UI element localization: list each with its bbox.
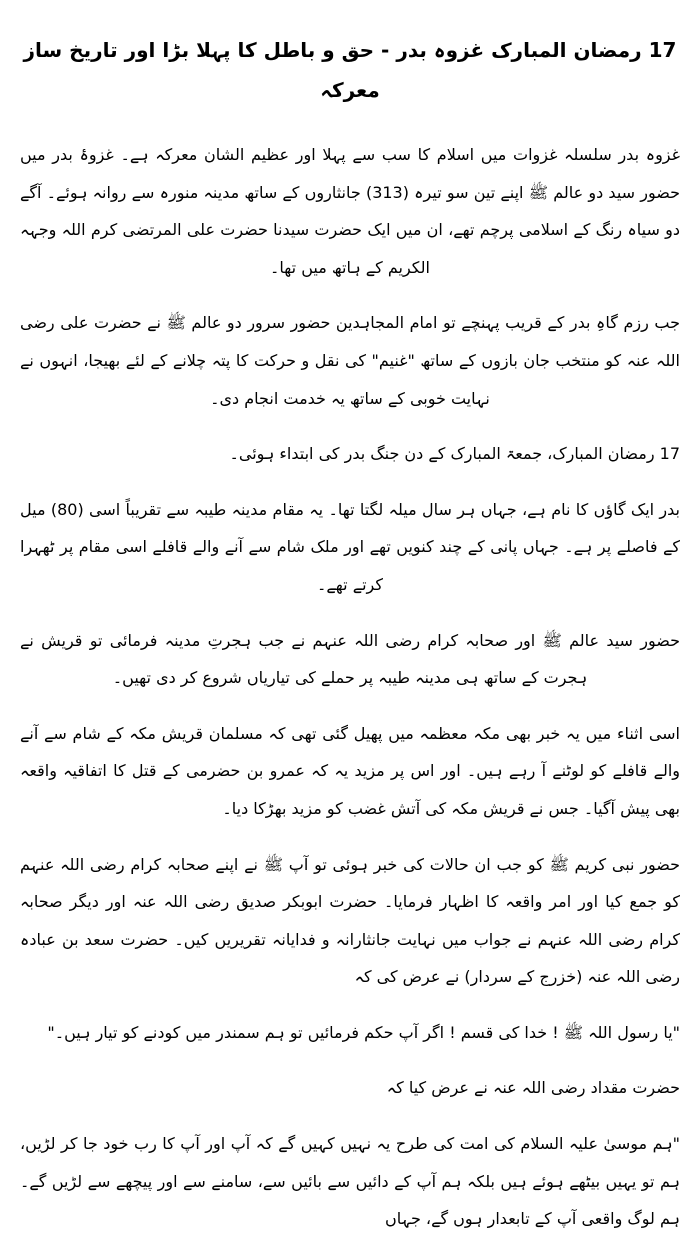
quote-miqdad: "ہم موسیٰ علیہ السلام کی امت کی طرح یہ نہیں کہیں گے کہ آپ اور آپ کا رب خود جا کر لڑیں، ہم تو یہیں بیٹھے ہوئے ہیں بلکہ ہم آپ کے دائیں سے بائیں سے، سامنے سے اور پیچھے سے لڑیں گے۔ ہم لوگ واقعی آپ کے تابعدار ہوں گے، جہاں	[20, 1134, 680, 1229]
document-title: 17 رمضان المبارک غزوہ بدر - حق و باطل کا پہلا بڑا اور تاریخ ساز معرکہ	[23, 38, 677, 102]
para-badr-village: بدر ایک گاؤں کا نام ہے، جہاں ہر سال میلہ لگتا تھا۔ یہ مقام مدینہ طیبہ سے تقریباً اسی (80) میل کے فاصلے پر ہے۔ جہاں پانی کے چند کنویں تھے اور ملک شام سے آنے والے قافلے اسی مقام پر ٹھہرا کرتے تھے۔	[20, 499, 681, 594]
para-hijrah-quraysh-preparations: حضور سید عالم ﷺ اور صحابہ کرام رضی اللہ عنہم نے جب ہجرتِ مدینہ فرمائی تو قریش نے ہجرت کے ساتھ ہی مدینہ طیبہ پر حملے کی تیاریاں شروع کر دی تھیں۔	[20, 630, 680, 688]
para-miqdad-intro: حضرت مقداد رضی اللہ عنہ نے عرض کیا کہ	[386, 1078, 680, 1098]
para-news-in-mecca: اسی اثناء میں یہ خبر بھی مکہ معظمہ میں پھیل گئی تھی کہ مسلمان قریش مکہ کے شام سے آنے والے قافلے کو لوٹنے آ رہے ہیں۔ اور اس پر مزید یہ کہ عمرو بن حضرمی کے قتل کا اتفاقیہ واقعہ بھی پیش آگیا۔ جس نے قریش مکہ کی آتش غضب کو مزید بھڑکا دیا۔	[20, 723, 680, 818]
quote-saad-bin-ubadah: "یا رسول اللہ ﷺ ! خدا کی قسم ! اگر آپ حکم فرمائیں تو ہم سمندر میں کودنے کو تیار ہیں۔"	[47, 1022, 680, 1042]
para-sahaba-speeches: حضور نبی کریم ﷺ کو جب ان حالات کی خبر ہوئی تو آپ ﷺ نے اپنے صحابہ کرام رضی اللہ عنہم کو جمع کیا اور امر واقعہ کا اظہار فرمایا۔ حضرت ابوبکر صدیق رضی اللہ عنہ اور دیگر صحابہ کرام رضی اللہ عنہم نے جواب میں نہایت جانثارانہ و فدایانہ تقریریں کیں۔ حضرت سعد بن عبادہ رضی اللہ عنہ (خزرج کے سردار) نے عرض کی کہ	[20, 854, 680, 987]
para-battle-start-date: 17 رمضان المبارک، جمعۃ المبارک کے دن جنگ بدر کی ابتداء ہوئی۔	[229, 444, 680, 464]
para-badr-intro: غزوہ بدر سلسلہ غزوات میں اسلام کا سب سے پہلا اور عظیم الشان معرکہ ہے۔ غزوۂ بدر میں حضور سید دو عالم ﷺ اپنے تین سو تیرہ (313) جانثاروں کے ساتھ مدینہ منورہ سے روانہ ہوئے۔ آگے دو سیاہ رنگ کے اسلامی پرچم تھے، ان میں ایک حضرت سیدنا حضرت علی المرتضی کرم اللہ وجہہ الکریم کے ہاتھ میں تھا۔	[20, 145, 681, 277]
para-scouting-mission: جب رزم گاہِ بدر کے قریب پہنچے تو امام المجاہدین حضور سرور دو عالم ﷺ نے حضرت علی رضی اللہ عنہ کو منتخب جان بازوں کے ساتھ "غنیم" کی نقل و حرکت کا پتہ چلانے کے لئے بھیجا، انہوں نے نہایت خوبی کے ساتھ یہ خدمت انجام دی۔	[20, 313, 680, 408]
